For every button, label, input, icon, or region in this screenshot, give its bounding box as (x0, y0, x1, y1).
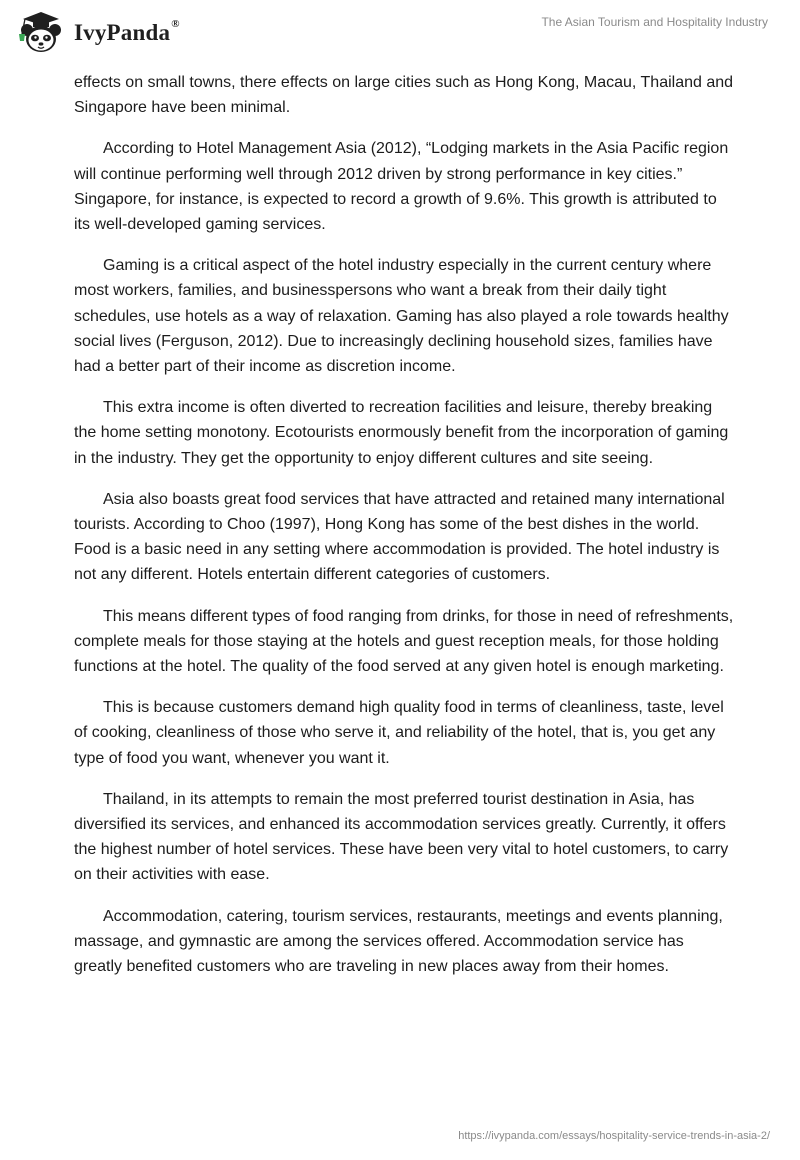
paragraph-1: effects on small towns, there effects on large cities such as Hong Kong, Macau, Thailand and Singapore have been minimal. (74, 74, 734, 117)
registered-mark: ® (171, 18, 180, 31)
panda-graduation-cap-icon (14, 8, 70, 56)
page-header (0, 0, 800, 66)
paragraph-5: Asia also boasts great food services that have attracted and retained many international tourists. According to Choo (1997), Hong Kong has some of the best dishes in the world. Food is a basic need in any setting where accommodation is provided. The hotel industry is not any different. Hotels entertain different categories of customers. (74, 490, 725, 584)
ivypanda-logo[interactable] (14, 8, 180, 56)
paragraph-8: Thailand, in its attempts to remain the most preferred tourist destination in Asia, has diversified its services, and enhanced its accommodation services greatly. Currently, it offers the highest number of hotel services. These have been very vital to hotel customers, to carry on their activities with ease. (74, 790, 729, 884)
paragraph-6: This means different types of food ranging from drinks, for those in need of refreshments, complete meals for those staying at the hotels and guest reception meals, for those holding functions at the hotel. The quality of the food served at any given hotel is enough marketing. (74, 607, 734, 676)
brand-name: IvyPanda® (74, 18, 180, 45)
paragraph-7: This is because customers demand high quality food in terms of cleanliness, taste, level of cooking, cleanliness of those who serve it, and reliability of the hotel, that is, you get any type of food you want, whenever you want it. (74, 699, 724, 767)
source-url-link[interactable]: https://ivypanda.com/essays/hospitality-service-trends-in-asia-2/ (458, 1130, 770, 1142)
paragraph-2: According to Hotel Management Asia (2012), “Lodging markets in the Asia Pacific region will continue performing well through 2012 driven by strong performance in key cities.” Singapore, for instance, is expected to record a growth of 9.6%. This growth is attributed to its well-developed gaming services. (74, 140, 729, 234)
document-title: The Asian Tourism and Hospitality Industry (541, 15, 768, 29)
essay-body (74, 70, 734, 995)
paragraph-4: This extra income is often diverted to recreation facilities and leisure, thereby breaking the home setting monotony. Ecotourists enormously benefit from the incorporation of gaming in the industry. They get the opportunity to enjoy different cultures and site seeing. (74, 399, 729, 467)
paragraph-3: Gaming is a critical aspect of the hotel industry especially in the current century where most workers, families, and businesspersons who want a break from their daily tight schedules, use hotels as a way of relaxation. Gaming has also played a role towards healthy social lives (Ferguson, 2012). Due to increasingly declining household sizes, families have had a better part of their income as discretion income. (74, 257, 729, 376)
paragraph-9: Accommodation, catering, tourism services, restaurants, meetings and events planning, massage, and gymnastic are among the services offered. Accommodation service has greatly benefited customers who are traveling in new places away from their homes. (74, 907, 723, 976)
